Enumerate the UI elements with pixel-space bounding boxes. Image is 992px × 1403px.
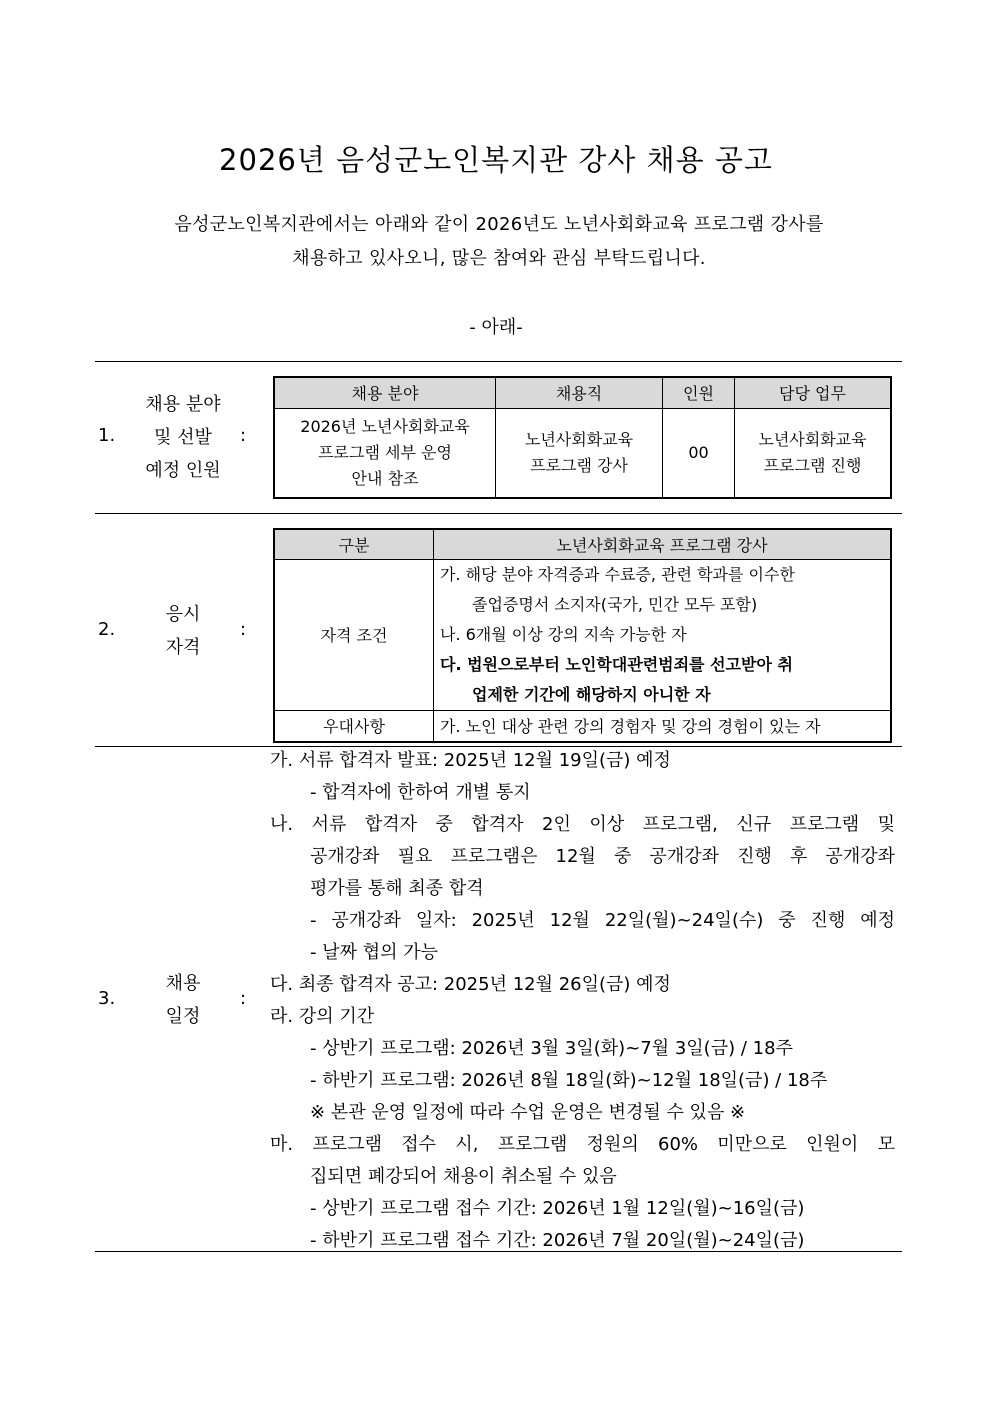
schedule-line: 평가를 통해 최종 합격 [310,878,484,899]
qual-da-line2: 업제한 기간에 해당하지 아니한 자 [472,684,711,704]
schedule-line: ※ 본관 운영 일정에 따라 수업 운영은 변경될 수 있음 ※ [310,1102,746,1123]
section-1-label-line: 및 선발 [154,427,212,448]
cell-field [274,408,496,498]
schedule-line: 공개강좌 필요 프로그램은 12월 중 공개강좌 진행 후 공개강좌 [310,846,895,867]
schedule-line: 라. 강의 기간 [270,1006,375,1027]
qualification-table [273,528,892,743]
cell-count: 00 [663,408,735,498]
qual-da-line1: 다. 법원으로부터 노인학대관련범죄를 선고받아 취 [440,654,793,674]
section-2-label [138,598,228,664]
cell-field-line: 안내 참조 [351,468,419,488]
section-3-number: 3. [98,988,116,1009]
intro-line-2: 채용하고 있사오니, 많은 참여와 관심 부탁드립니다. [292,248,706,269]
qual-na: 나. 6개월 이상 강의 지속 가능한 자 [440,624,687,644]
schedule-line: - 상반기 프로그램 접수 기간: 2026년 1월 12일(월)~16일(금) [310,1198,805,1219]
qual-ga-line1: 가. 해당 분야 자격증과 수료증, 관련 학과를 이수한 [440,564,795,584]
recruit-table [273,376,892,499]
header-field: 채용 분야 [274,377,496,408]
schedule-line: - 날짜 협의 가능 [310,942,438,963]
qual-ga-line2: 졸업증명서 소지자(국가, 민간 모두 포함) [472,594,758,614]
header-category: 구분 [274,529,434,559]
qual-label: 자격 조건 [274,559,434,710]
section-1-label-line: 채용 분야 [145,394,221,415]
intro-line-1: 음성군노인복지관에서는 아래와 같이 2026년도 노년사회화교육 프로그램 강사를 [174,214,824,235]
section-1-label [138,388,228,487]
schedule-line: 다. 최종 합격자 공고: 2025년 12월 26일(금) 예정 [270,974,671,995]
header-lecturer: 노년사회화교육 프로그램 강사 [434,529,892,559]
divider-1 [95,513,902,514]
schedule-line: - 상반기 프로그램: 2026년 3월 3일(화)~7월 3일(금) / 18주 [310,1038,793,1059]
section-3-colon: : [240,988,247,1009]
schedule-line: 나. 서류 합격자 중 합격자 2인 이상 프로그램, 신규 프로그램 및 [270,814,895,835]
section-1-number: 1. [98,425,116,446]
schedule-line: 가. 서류 합격자 발표: 2025년 12월 19일(금) 예정 [270,750,671,771]
schedule-line: - 하반기 프로그램 접수 기간: 2026년 7월 20일(월)~24일(금) [310,1230,805,1251]
below-marker: - 아래- [469,317,523,338]
cell-duty-line: 프로그램 진행 [763,455,862,475]
schedule-list [270,745,895,1257]
section-3-label-line: 채용 [165,973,201,994]
section-1-colon: : [240,425,247,446]
section-2-colon: : [240,619,247,640]
schedule-line: - 합격자에 한하여 개별 통지 [310,782,531,803]
cell-job-line: 프로그램 강사 [530,455,628,475]
divider-top [95,361,902,362]
pref-text: 가. 노인 대상 관련 강의 경험자 및 강의 경험이 있는 자 [434,710,892,742]
intro-paragraph [96,208,902,276]
section-2-label-line: 응시 [165,604,201,625]
schedule-line: - 하반기 프로그램: 2026년 8월 18일(화)~12월 18일(금) / 18주 [310,1070,828,1091]
header-count: 인원 [663,377,735,408]
section-2-number: 2. [98,619,116,640]
section-2-label-line: 자격 [165,637,201,658]
schedule-line: 마. 프로그램 접수 시, 프로그램 정원의 60% 미만으로 인원이 모 [270,1134,895,1155]
pref-label: 우대사항 [274,710,434,742]
page-title: 2026년 음성군노인복지관 강사 채용 공고 [219,143,773,177]
schedule-line: 집되면 폐강되어 채용이 취소될 수 있음 [310,1166,617,1187]
divider-bottom [95,1251,902,1252]
section-3-label [138,967,228,1033]
schedule-line: - 공개강좌 일자: 2025년 12월 22일(월)~24일(수) 중 진행 예정 [310,910,895,931]
section-3-label-line: 일정 [165,1006,201,1027]
cell-job [496,408,663,498]
header-duty: 담당 업무 [735,377,892,408]
cell-duty-line: 노년사회화교육 [758,429,867,449]
cell-field-line: 2026년 노년사회화교육 [300,416,470,436]
header-job: 채용직 [496,377,663,408]
cell-job-line: 노년사회화교육 [524,429,634,449]
cell-duty [735,408,892,498]
cell-field-line: 프로그램 세부 운영 [318,442,452,462]
section-1-label-line: 예정 인원 [145,460,221,481]
qual-conditions [434,559,892,710]
